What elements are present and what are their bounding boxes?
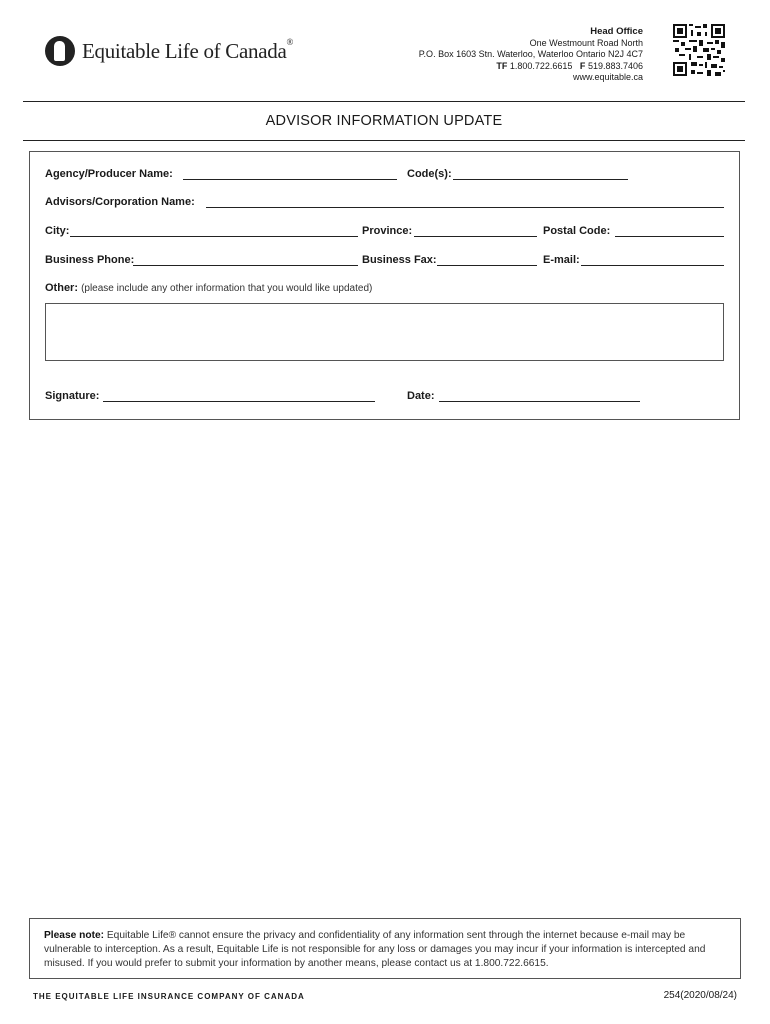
office-address-line2: P.O. Box 1603 Stn. Waterloo, Waterloo Ontario N2J 4C7 bbox=[418, 49, 643, 59]
codes-label: Code(s): bbox=[407, 168, 452, 180]
province-field[interactable] bbox=[414, 235, 537, 237]
tf-number: 1.800.722.6615 bbox=[509, 60, 573, 71]
other-label-row bbox=[45, 282, 372, 294]
province-label: Province: bbox=[362, 225, 413, 237]
signature-label: Signature: bbox=[45, 390, 100, 402]
business-phone-field[interactable] bbox=[133, 264, 358, 266]
fax-label: F bbox=[579, 60, 586, 71]
other-textarea[interactable] bbox=[45, 303, 724, 361]
business-phone-label: Business Phone: bbox=[45, 254, 135, 266]
website: www.equitable.ca bbox=[572, 72, 643, 82]
email-label: E-mail: bbox=[543, 254, 580, 266]
office-phones bbox=[419, 61, 643, 73]
note-label: Please note: bbox=[44, 930, 105, 941]
form-title: ADVISOR INFORMATION UPDATE bbox=[265, 113, 503, 129]
other-note: (please include any other information that you would like updated) bbox=[81, 283, 373, 294]
head-office-info bbox=[419, 26, 643, 84]
header-divider bbox=[23, 101, 745, 102]
office-address-line1: One Westmount Road North bbox=[529, 37, 643, 48]
brand-reg-mark: ® bbox=[286, 36, 294, 47]
form-number: 254(2020/08/24) bbox=[663, 990, 737, 1001]
agency-label: Agency/Producer Name: bbox=[45, 168, 173, 180]
business-fax-label: Business Fax: bbox=[362, 254, 437, 266]
fax-number: 519.883.7406 bbox=[587, 60, 643, 71]
equitable-logo-icon bbox=[45, 36, 75, 66]
city-field[interactable] bbox=[70, 235, 358, 237]
date-label: Date: bbox=[407, 390, 435, 402]
tf-label: TF bbox=[496, 60, 508, 71]
office-heading: Head Office bbox=[590, 26, 643, 37]
company-logo bbox=[45, 36, 293, 66]
note-text: Equitable Life® cannot ensure the privacy and confidentiality of any information sent through the internet because e-mail may be vulnerable to interception. As a result, Equitable Life is not responsible for any loss or damages you may incur if your information is intercepted and misused. If you would prefer to submit your information by another means, please contact us at 1.800.722.6615. bbox=[44, 930, 706, 969]
email-field[interactable] bbox=[581, 264, 724, 266]
company-name: THE EQUITABLE LIFE INSURANCE COMPANY OF CANADA bbox=[33, 992, 305, 1001]
advisors-label: Advisors/Corporation Name: bbox=[45, 196, 195, 208]
postal-code-field[interactable] bbox=[615, 235, 724, 237]
privacy-note bbox=[29, 918, 741, 979]
advisors-field[interactable] bbox=[206, 206, 724, 208]
signature-field[interactable] bbox=[103, 400, 375, 402]
business-fax-field[interactable] bbox=[437, 264, 537, 266]
city-label: City: bbox=[45, 225, 70, 237]
codes-field[interactable] bbox=[453, 178, 628, 180]
date-field[interactable] bbox=[439, 400, 640, 402]
postal-code-label: Postal Code: bbox=[543, 225, 611, 237]
brand-name: Equitable Life of Canada bbox=[82, 38, 287, 63]
title-divider bbox=[23, 140, 745, 141]
agency-field[interactable] bbox=[183, 178, 397, 180]
other-label: Other: bbox=[45, 282, 78, 294]
qr-code-icon bbox=[673, 24, 725, 76]
